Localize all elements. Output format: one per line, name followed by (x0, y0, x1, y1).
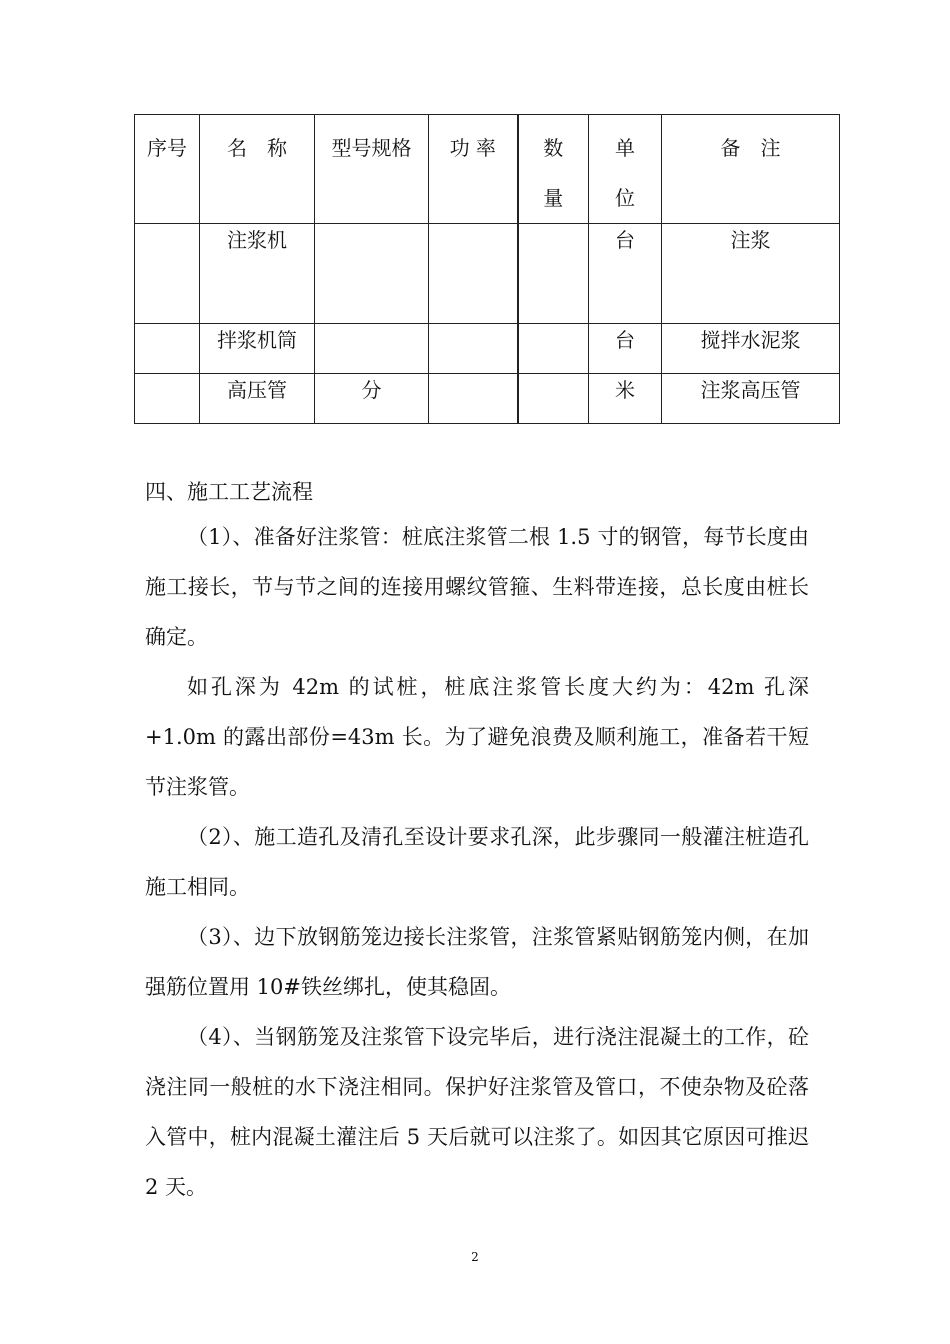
cell-name: 高压管 (200, 374, 315, 424)
header-model: 型号规格 (315, 115, 429, 224)
cell-seq (135, 374, 200, 424)
table-row (135, 224, 840, 324)
header-seq: 序号 (135, 115, 200, 224)
cell-unit: 台 (589, 324, 662, 374)
cell-power (429, 224, 518, 324)
cell-name: 拌浆机筒 (200, 324, 315, 374)
cell-name: 注浆机 (200, 224, 315, 324)
cell-power (429, 374, 518, 424)
cell-remark: 注浆高压管 (662, 374, 840, 424)
table-header-row (135, 115, 840, 224)
paragraph: 如孔深为 42m 的试桩，桩底注浆管长度大约为：42m 孔深+1.0m 的露出部份=43m 长。为了避免浪费及顺利施工，准备若干短节注浆管。 (145, 675, 809, 799)
cell-remark: 注浆 (662, 224, 840, 324)
table-row (135, 324, 840, 374)
cell-model (315, 324, 429, 374)
header-remark: 备 注 (662, 115, 840, 224)
cell-qty (518, 324, 589, 374)
cell-qty (518, 374, 589, 424)
paragraph: （4）、当钢筋笼及注浆管下设完毕后，进行浇注混凝土的工作，砼浇注同一般桩的水下浇注相同。保护好注浆管及管口，不使杂物及砼落入管中，桩内混凝土灌注后 5 天后就可以注浆了。如因其它原因可推迟 2 天。 (145, 1025, 809, 1199)
cell-unit: 台 (589, 224, 662, 324)
cell-seq (135, 224, 200, 324)
equipment-table (134, 114, 839, 424)
table-row (135, 374, 840, 424)
cell-model (315, 224, 429, 324)
cell-unit: 米 (589, 374, 662, 424)
paragraph: （1）、准备好注浆管：桩底注浆管二根 1.5 寸的钢管，每节长度由施工接长，节与节之间的连接用螺纹管箍、生料带连接，总长度由桩长确定。 (145, 525, 809, 649)
equipment-table-grid (134, 114, 840, 424)
cell-qty (518, 224, 589, 324)
cell-model: 分 (315, 374, 429, 424)
page-number: 2 (471, 1250, 479, 1264)
section-heading: 四、施工工艺流程 (145, 480, 313, 504)
header-name: 名 称 (200, 115, 315, 224)
cell-power (429, 324, 518, 374)
cell-seq (135, 324, 200, 374)
paragraph: （3）、边下放钢筋笼边接长注浆管，注浆管紧贴钢筋笼内侧，在加强筋位置用 10#铁丝绑扎，使其稳固。 (145, 925, 809, 999)
header-power: 功 率 (429, 115, 518, 224)
paragraph: （2）、施工造孔及清孔至设计要求孔深，此步骤同一般灌注桩造孔施工相同。 (145, 825, 809, 899)
header-qty: 数 量 (518, 115, 589, 224)
cell-remark: 搅拌水泥浆 (662, 324, 840, 374)
header-unit: 单 位 (589, 115, 662, 224)
